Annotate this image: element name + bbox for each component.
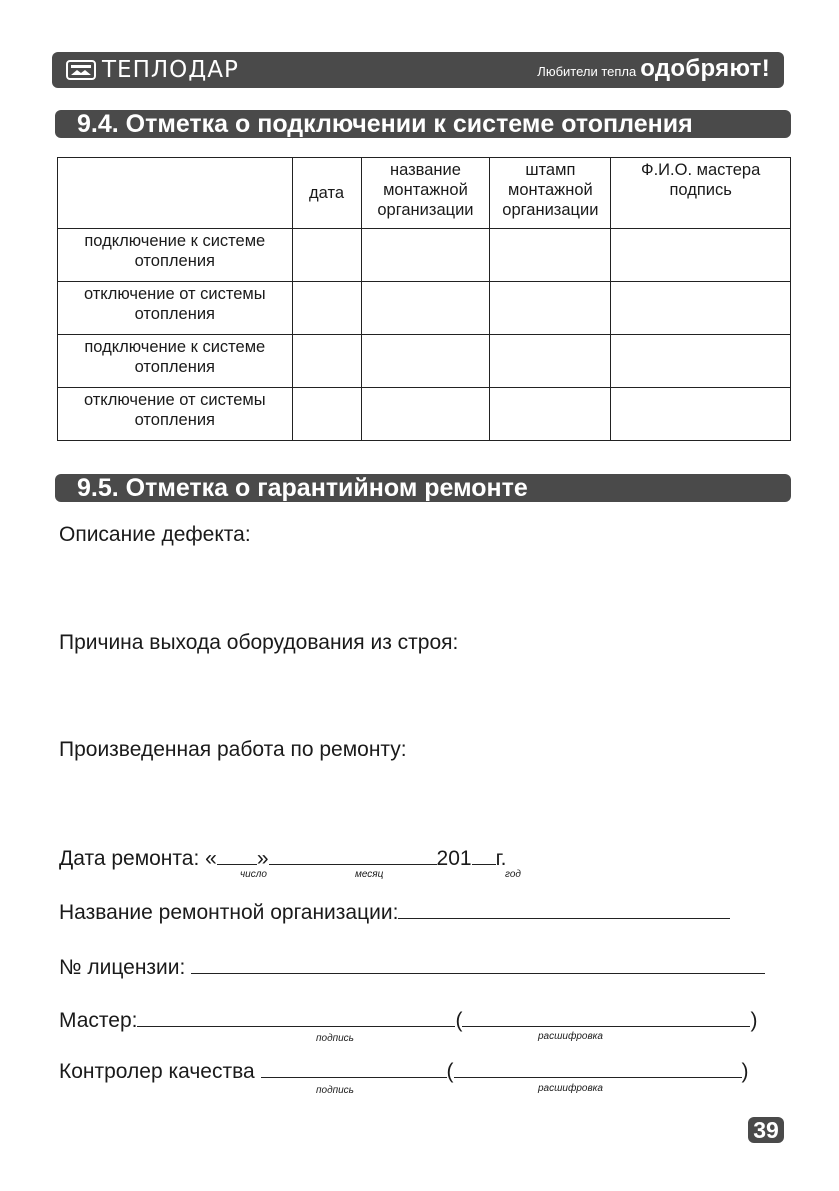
repair-org-label: Название ремонтной организации: (59, 901, 399, 924)
row-label: подключение к системе отопления (58, 229, 293, 282)
hint-controller-decoding: расшифровка (538, 1083, 603, 1094)
org-name-cell[interactable] (361, 388, 490, 441)
page-number: 39 (748, 1117, 784, 1143)
master-close-paren: ) (750, 1009, 758, 1032)
repair-org-field[interactable] (398, 900, 730, 919)
stamp-cell[interactable] (490, 229, 611, 282)
table-row (58, 335, 791, 388)
column-header-org-name: название монтажной организации (361, 158, 490, 229)
row-label: отключение от системы отопления (58, 282, 293, 335)
brand-header (52, 52, 784, 88)
controller-line (59, 1059, 749, 1084)
org-name-cell[interactable] (361, 335, 490, 388)
master-decoding-field[interactable] (462, 1008, 750, 1027)
master-open-paren: ( (455, 1009, 463, 1032)
logo-text: ТЕПЛОДАР (102, 57, 239, 83)
license-line (59, 955, 765, 980)
table-row (58, 229, 791, 282)
hint-controller-signature: подпись (316, 1085, 354, 1096)
row-label: подключение к системе отопления (58, 335, 293, 388)
org-name-cell[interactable] (361, 229, 490, 282)
hint-day: число (240, 869, 267, 880)
section-95-title: 9.5. Отметка о гарантийном ремонте (77, 474, 528, 502)
hint-year: год (505, 869, 521, 880)
controller-decoding-field[interactable] (454, 1059, 742, 1078)
master-cell[interactable] (611, 388, 791, 441)
stamp-cell[interactable] (490, 282, 611, 335)
month-field[interactable] (269, 846, 437, 865)
table-header-row (58, 158, 791, 229)
date-cell[interactable] (292, 282, 361, 335)
year-field[interactable] (472, 846, 496, 865)
column-header-master: Ф.И.О. мастера подпись (611, 158, 791, 229)
row-label: отключение от системы отопления (58, 388, 293, 441)
stamp-cell[interactable] (490, 388, 611, 441)
slogan (537, 55, 770, 83)
year-prefix: 201 (436, 847, 472, 870)
date-cell[interactable] (292, 388, 361, 441)
hint-master-decoding: расшифровка (538, 1031, 603, 1042)
date-close-quote: » (256, 847, 269, 870)
stamp-cell[interactable] (490, 335, 611, 388)
column-header-date: дата (292, 158, 361, 229)
section-95-title-bar (55, 474, 791, 502)
section-94-title-bar (55, 110, 791, 138)
master-line (59, 1008, 757, 1033)
org-name-cell[interactable] (361, 282, 490, 335)
date-cell[interactable] (292, 229, 361, 282)
table-row (58, 388, 791, 441)
table-row (58, 282, 791, 335)
teplodar-logo-icon (66, 60, 96, 80)
failure-cause-label: Причина выхода оборудования из строя: (59, 631, 459, 654)
master-cell[interactable] (611, 282, 791, 335)
column-header-stamp: штамп монтажной организации (490, 158, 611, 229)
repair-date-line (59, 846, 507, 871)
repair-work-label: Произведенная работа по ремонту: (59, 738, 407, 761)
repair-org-line (59, 900, 730, 925)
section-94-title: 9.4. Отметка о подключении к системе отопления (77, 110, 693, 138)
license-label: № лицензии: (59, 956, 186, 979)
hint-master-signature: подпись (316, 1033, 354, 1044)
column-header-empty (58, 158, 293, 229)
controller-open-paren: ( (446, 1060, 454, 1083)
logo (66, 59, 239, 81)
controller-close-paren: ) (741, 1060, 749, 1083)
master-cell[interactable] (611, 335, 791, 388)
defect-description-label: Описание дефекта: (59, 523, 251, 546)
controller-signature-field[interactable] (261, 1059, 447, 1078)
controller-label: Контролер качества (59, 1060, 255, 1083)
license-field[interactable] (191, 955, 765, 974)
day-field[interactable] (217, 846, 257, 865)
repair-date-label: Дата ремонта: « (59, 847, 217, 870)
hint-month: месяц (355, 869, 384, 880)
connection-table (57, 157, 791, 441)
master-cell[interactable] (611, 229, 791, 282)
date-cell[interactable] (292, 335, 361, 388)
master-signature-field[interactable] (137, 1008, 455, 1027)
slogan-big: одобряют! (640, 55, 770, 82)
year-suffix: г. (495, 847, 507, 870)
slogan-small: Любители тепла (537, 64, 637, 79)
master-label: Мастер: (59, 1009, 138, 1032)
